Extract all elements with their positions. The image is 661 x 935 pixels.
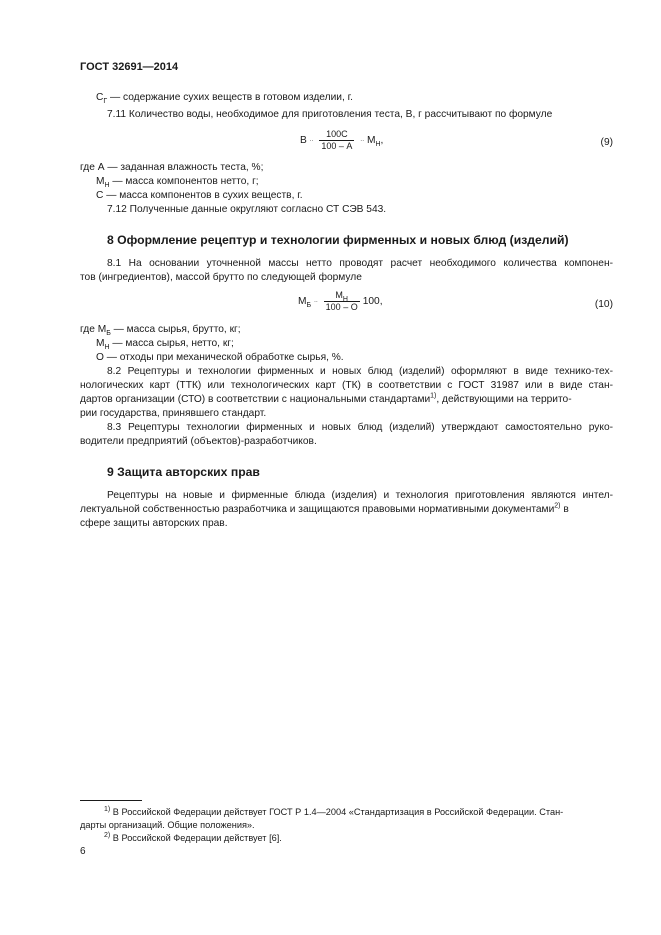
para-8-3-line1: 8.3 Рецептуры технологии фирменных и новых блюд (изделий) утверждают самостоятельно руко- xyxy=(107,422,613,433)
para-7-12: 7.12 Полученные данные округляют согласно СТ СЭВ 543. xyxy=(107,204,387,215)
footnote-1-line2: дарты организаций. Общие положения». xyxy=(80,820,255,830)
def-mn-2: $М_Н$ — масса сырья, нетто, кг; xyxy=(96,338,234,352)
para-8-2-line1: 8.2 Рецептуры и технологии фирменных и новых блюд (изделий) оформляют в виде технико-тех- xyxy=(107,366,613,377)
footnote-ref-2[interactable]: 2) xyxy=(554,502,561,510)
def-cg: $С_Г$ — содержание сухих веществ в готовом изделии, г. xyxy=(96,92,353,106)
document-code: ГОСТ 32691—2014 xyxy=(80,61,179,73)
formula-10: $М_Б$ .. $\frac{М_Н}{100 - О}$ 100, xyxy=(298,290,383,312)
def-c: С — масса компонентов в сухих веществ, г. xyxy=(96,190,303,201)
para-9-line3: сфере защиты авторских прав. xyxy=(80,518,228,529)
def-o: О — отходы при механической обработке сырья, %. xyxy=(96,352,344,363)
footnote-divider xyxy=(80,800,142,801)
para-8-3-line2: водители предприятий (объектов)-разработчиков. xyxy=(80,436,317,447)
def-mb: где $М_Б$ — масса сырья, брутто, кг; xyxy=(80,324,241,338)
para-9-line2: лектуальной собственностью разработчика и защищаются правовыми нормативными документами$^{2)}$ в xyxy=(80,502,569,515)
para-7-11: 7.11 Количество воды, необходимое для приготовления теста, В, г рассчитывают по формуле xyxy=(107,109,553,120)
para-8-2-line2: нологических карт (ТТК) или технологических карт (ТК) в соответствии с ГОСТ 31987 или в виде стан- xyxy=(80,380,613,391)
footnote-ref-1[interactable]: 1) xyxy=(430,392,437,400)
para-9-line1: Рецептуры на новые и фирменные блюда (изделия) и технология приготовления являются интел- xyxy=(107,490,613,501)
page-number: 6 xyxy=(80,846,86,857)
para-8-1-line1: 8.1 На основании уточненной массы нетто проводят расчет необходимого количества компонен- xyxy=(107,258,613,269)
equation-number-10: (10) xyxy=(594,299,613,310)
def-a: где А — заданная влажность теста, %; xyxy=(80,162,264,173)
equation-number-9: (9) xyxy=(600,137,613,148)
para-8-2-line3: дартов организации (СТО) в соответствии с национальными стандартами$^{1)}$, действующими на террито- xyxy=(80,392,572,405)
para-8-2-line4: рии государства, принявшего стандарт. xyxy=(80,408,267,419)
formula-9: В .. $\frac{100С}{100 - А}$ .. $М_Н$, xyxy=(300,129,384,151)
footnote-1-line1: $^{1)}$ В Российской Федерации действует ГОСТ Р 1.4—2004 «Стандартизация в Российской Федерации. Стан- xyxy=(104,805,564,817)
formula-10-fraction: $\frac{М_Н}{100 - О}$ xyxy=(325,290,358,312)
section-8-heading: 8 Оформление рецептур и технологии фирменных и новых блюд (изделий) xyxy=(107,233,569,247)
def-mn: $М_Н$ — масса компонентов нетто, г; xyxy=(96,176,259,190)
section-9-heading: 9 Защита авторских прав xyxy=(107,465,260,479)
para-8-1-line2: тов (ингредиентов), массой брутто по следующей формуле xyxy=(80,272,362,283)
footnote-2: $^{2)}$ В Российской Федерации действует [6]. xyxy=(104,831,282,843)
formula-9-fraction: $\frac{100С}{100 - А}$ xyxy=(321,129,353,151)
